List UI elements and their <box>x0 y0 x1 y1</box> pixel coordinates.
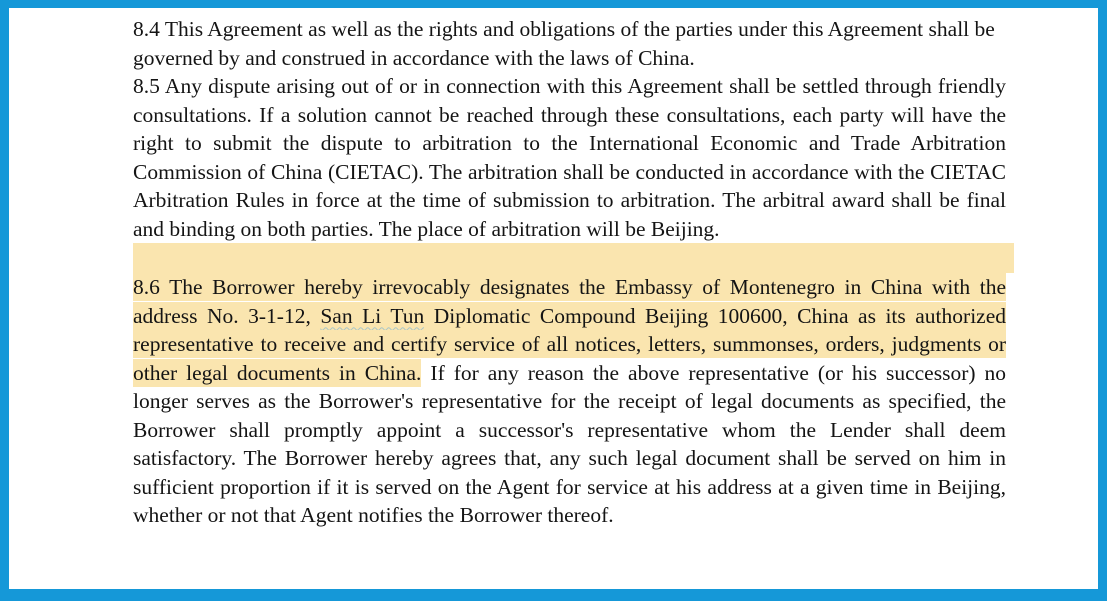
highlighted-passage-start: 8.6 The Borrower hereby irrevocably designates the Embassy of Montenegro in China with the address No. 3-1-12, <box>133 275 1006 328</box>
clause-8-5: 8.5 Any dispute arising out of or in connection with this Agreement shall be settled through friendly consultations. If a solution cannot be reached through these consultations, each party will have the right to submit the dispute to arbitration to the International Economic and Trade Arbitration Commission of China (CIETAC). The arbitration shall be conducted in accordance with the CIETAC Arbitration Rules in force at the time of submission to arbitration. The arbitral award shall be final and binding on both parties. The place of arbitration will be Beijing. <box>133 74 1006 241</box>
spellcheck-flagged-text: San Li Tun <box>320 303 425 328</box>
highlight-blank-line <box>133 243 1014 273</box>
highlighted-passage-end: Diplomatic Compound Beijing 100600, China as its authorized representative to receive and certify service of all notices, letters, summonses, orders, judgments or other legal documents in China. <box>133 303 1006 385</box>
clause-8-4: 8.4 This Agreement as well as the rights and obligations of the parties under this Agreement shall be governed by and construed in accordance with the laws of China. <box>133 17 995 70</box>
document-content <box>9 8 1098 530</box>
clause-8-6-unhighlighted-text: If for any reason the above representative (or his successor) no longer serves as the Borrower's representative for the receipt of legal documents as specified, the Borrower shall promptly appoint a successor's representative whom the Lender shall deem satisfactory. The Borrower hereby agrees that, any such legal document shall be served on him in sufficient proportion if it is served on the Agent for service at his address at a given time in Beijing, whether or not that Agent notifies the Borrower thereof. <box>133 360 1006 527</box>
clause-8-6 <box>133 273 1006 530</box>
